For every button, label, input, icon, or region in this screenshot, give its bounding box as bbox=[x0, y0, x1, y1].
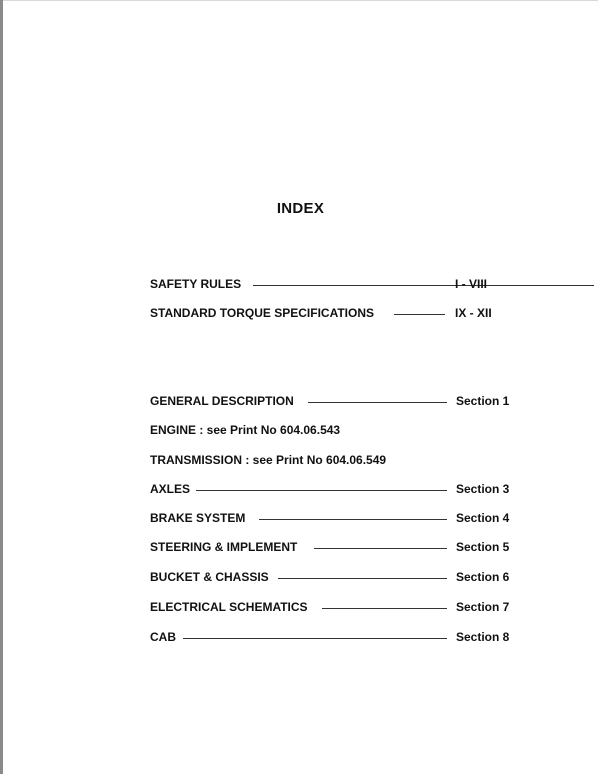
entry-section-ref: Section 3 bbox=[456, 482, 510, 496]
entry-section-ref: Section 6 bbox=[456, 570, 510, 584]
index-entry-general-description bbox=[150, 394, 520, 410]
entry-label: CAB bbox=[150, 630, 176, 644]
entry-section-ref: Section 1 bbox=[456, 394, 510, 408]
entry-label: STANDARD TORQUE SPECIFICATIONS bbox=[150, 306, 375, 320]
dot-leader bbox=[314, 548, 447, 549]
index-entry-cab bbox=[150, 630, 520, 646]
entry-page-ref: I - VIII bbox=[455, 277, 488, 291]
entry-section-ref: Section 4 bbox=[456, 511, 510, 525]
index-entry-engine bbox=[150, 423, 520, 439]
dot-leader bbox=[308, 402, 447, 403]
entry-label: TRANSMISSION : see Print No 604.06.549 bbox=[150, 453, 387, 467]
index-entry-brake-system bbox=[150, 511, 520, 527]
index-entry-torque-specifications bbox=[150, 306, 520, 322]
entry-page-ref: IX - XII bbox=[455, 306, 492, 320]
dot-leader bbox=[259, 519, 447, 520]
entry-section-ref: Section 8 bbox=[456, 630, 510, 644]
page-top-edge bbox=[3, 0, 598, 1]
index-entry-electrical-schematics bbox=[150, 600, 520, 616]
entry-label: SAFETY RULES bbox=[150, 277, 242, 291]
index-entry-transmission bbox=[150, 453, 520, 469]
dot-leader bbox=[394, 314, 445, 315]
entry-label: ENGINE : see Print No 604.06.543 bbox=[150, 423, 341, 437]
entry-label: GENERAL DESCRIPTION bbox=[150, 394, 294, 408]
page-title: INDEX bbox=[276, 200, 325, 217]
entry-label: BRAKE SYSTEM bbox=[150, 511, 246, 525]
dot-leader bbox=[183, 638, 447, 639]
dot-leader bbox=[253, 285, 594, 286]
entry-label: ELECTRICAL SCHEMATICS bbox=[150, 600, 308, 614]
entry-label: AXLES bbox=[150, 482, 191, 496]
index-entry-bucket-chassis bbox=[150, 570, 520, 586]
dot-leader bbox=[322, 608, 447, 609]
entry-section-ref: Section 5 bbox=[456, 540, 510, 554]
index-entry-axles bbox=[150, 482, 520, 498]
dot-leader bbox=[278, 578, 447, 579]
index-entry-safety-rules bbox=[150, 277, 520, 293]
entry-label: BUCKET & CHASSIS bbox=[150, 570, 269, 584]
entry-section-ref: Section 7 bbox=[456, 600, 510, 614]
dot-leader bbox=[196, 490, 447, 491]
entry-label: STEERING & IMPLEMENT bbox=[150, 540, 298, 554]
index-entry-steering-implement bbox=[150, 540, 520, 556]
